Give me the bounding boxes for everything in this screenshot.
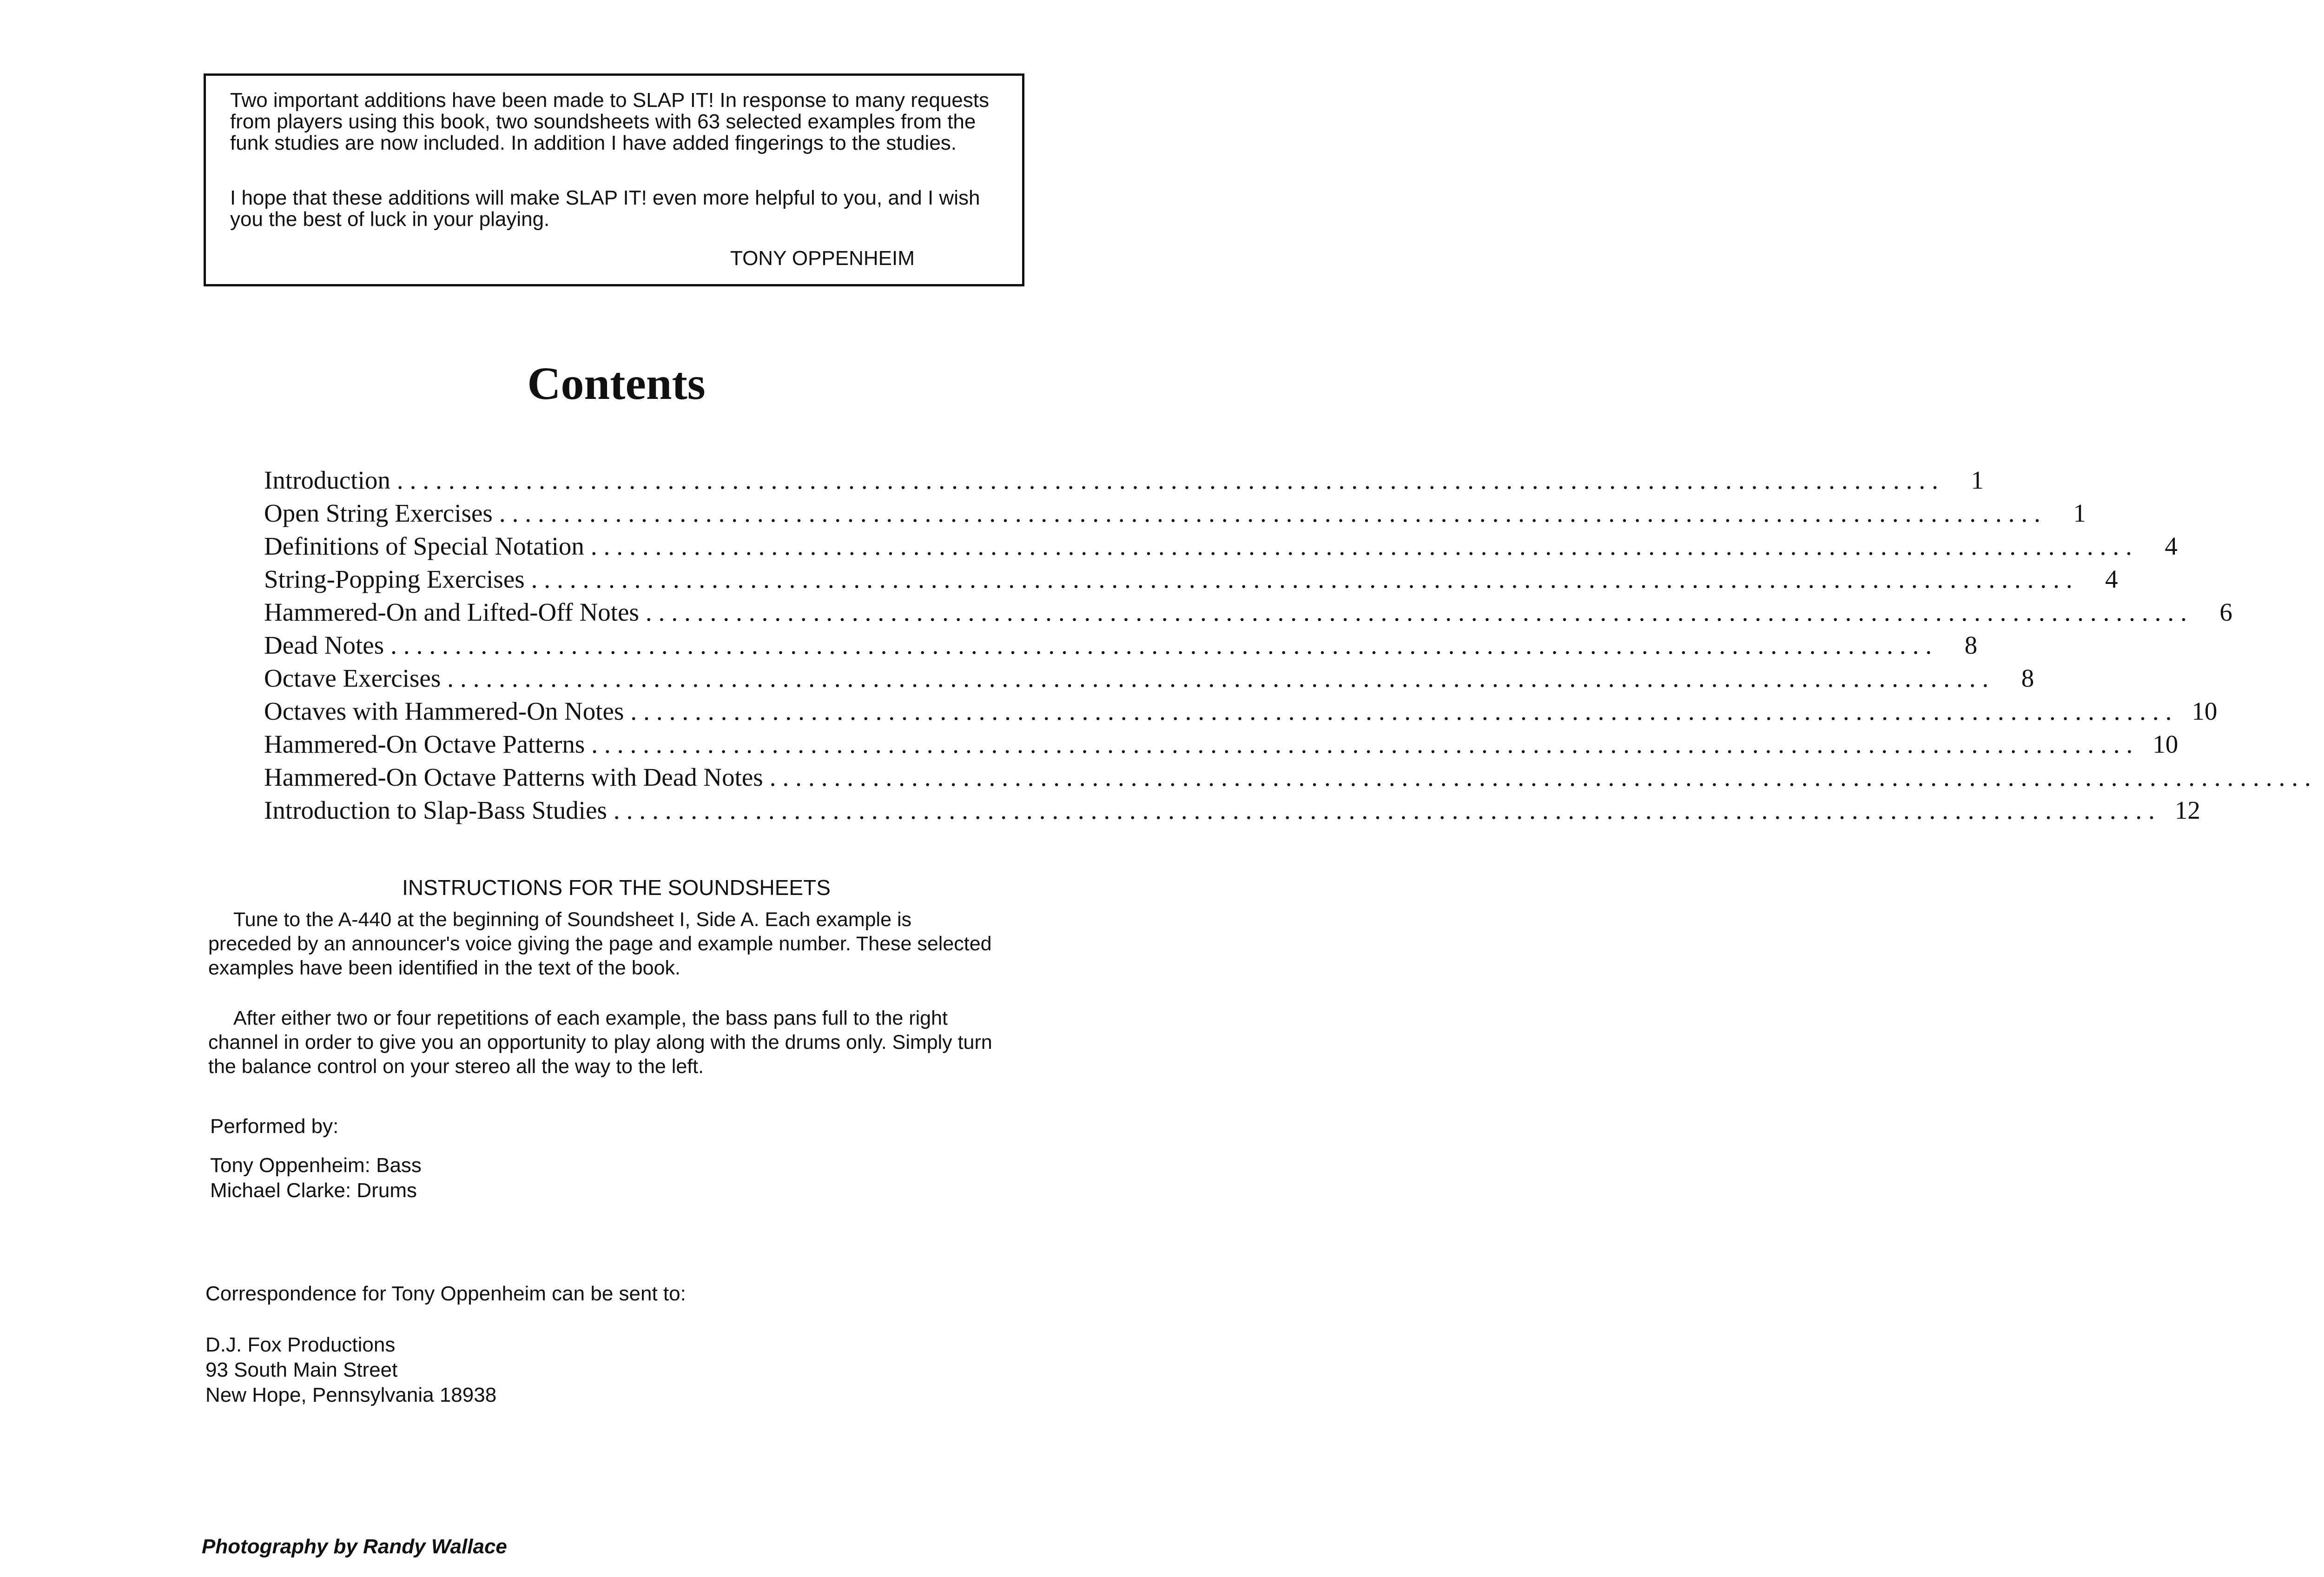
toc-leader-dots: ........................................................................................................................ (645, 598, 2193, 626)
notice-box (204, 73, 1024, 286)
toc-leader-dots: ........................................................................................................................ (630, 697, 2179, 725)
toc-entry (264, 629, 1978, 662)
toc-entry-title: Open String Exercises (264, 499, 493, 527)
toc-entry (264, 464, 1984, 497)
toc-entry-title: Hammered-On and Lifted-Off Notes (264, 598, 639, 626)
toc-entry-title: Introduction to Slap-Bass Studies (264, 796, 607, 824)
toc-leader-dots: ........................................................................................................................ (396, 466, 1945, 494)
toc-entry (264, 728, 2179, 761)
toc-leader-dots: ........................................................................................................................ (499, 499, 2047, 527)
performer-credit: Michael Clarke: Drums (210, 1179, 417, 1202)
address-line: New Hope, Pennsylvania 18938 (205, 1384, 497, 1406)
toc-entry-page: 12 (2174, 796, 2200, 824)
toc-entry (264, 761, 2317, 794)
toc-entry (264, 530, 2178, 563)
notice-paragraph-2: I hope that these additions will make SLAP IT! even more helpful to you, and I wish you the best of luck in your playing. (230, 186, 980, 231)
toc-entry-title: String-Popping Exercises (264, 565, 525, 593)
toc-entry-title: Dead Notes (264, 631, 384, 659)
table-of-contents (264, 464, 2317, 827)
toc-entry (264, 563, 2118, 596)
toc-entry-title: Introduction (264, 466, 390, 494)
toc-entry-page: 1 (1971, 466, 1984, 494)
notice-paragraph-1: Two important additions have been made to SLAP IT! In response to many requests from players using this book, two soundsheets with 63 selected examples from the funk studies are now included. In addition I have added fingerings to the studies. (230, 89, 990, 154)
toc-entry-page: 6 (2219, 598, 2232, 626)
toc-entry-title: Hammered-On Octave Patterns (264, 730, 585, 758)
toc-entry-page: 4 (2165, 532, 2178, 560)
toc-entry-page: 10 (2152, 730, 2179, 758)
performed-by-label: Performed by: (210, 1115, 339, 1138)
contents-title: Contents (527, 358, 706, 409)
instructions-paragraph-2: After either two or four repetitions of each example, the bass pans full to the right channel in order to give you an opportunity to play along with the drums only. Simply turn the balance control on your stereo all the way to the left. (208, 1007, 992, 1078)
photo-credit: Photography by Randy Wallace (202, 1535, 507, 1558)
instructions-paragraph-1: Tune to the A-440 at the beginning of Soundsheet I, Side A. Each example is preceded by an announcer's voice giving the page and example number. These selected examples have been identified in the text of the book. (208, 908, 992, 979)
toc-entry-title: Octaves with Hammered-On Notes (264, 697, 624, 725)
toc-entry-page: 4 (2105, 565, 2118, 593)
toc-entry-title: Definitions of Special Notation (264, 532, 584, 560)
toc-entry (264, 695, 2218, 728)
toc-entry-page: 10 (2192, 697, 2218, 725)
toc-entry-page: 1 (2073, 499, 2086, 527)
toc-entry (264, 662, 2034, 695)
toc-entry-title: Hammered-On Octave Patterns with Dead Notes (264, 763, 763, 791)
address-line: 93 South Main Street (205, 1358, 398, 1381)
toc-entry (264, 794, 2200, 827)
toc-leader-dots: ........................................................................................................................ (447, 664, 1995, 692)
toc-leader-dots: ........................................................................................................................ (531, 565, 2079, 593)
notice-signature: TONY OPPENHEIM (730, 247, 915, 270)
address-line: D.J. Fox Productions (205, 1333, 396, 1356)
toc-entry-page: 8 (2021, 664, 2034, 692)
toc-leader-dots: ........................................................................................................................ (390, 631, 1939, 659)
toc-entry-title: Octave Exercises (264, 664, 441, 692)
toc-entry (264, 497, 2086, 530)
toc-leader-dots: ........................................................................................................................ (769, 763, 2317, 791)
instructions-heading: INSTRUCTIONS FOR THE SOUNDSHEETS (402, 875, 831, 900)
toc-entry-page: 8 (1964, 631, 1978, 659)
performer-credit: Tony Oppenheim: Bass (210, 1154, 422, 1177)
toc-leader-dots: ........................................................................................................................ (590, 532, 2139, 560)
toc-entry (264, 596, 2232, 629)
toc-leader-dots: ........................................................................................................................ (591, 730, 2139, 758)
toc-leader-dots: ........................................................................................................................ (613, 796, 2161, 824)
correspondence-label: Correspondence for Tony Oppenheim can be sent to: (205, 1282, 686, 1305)
